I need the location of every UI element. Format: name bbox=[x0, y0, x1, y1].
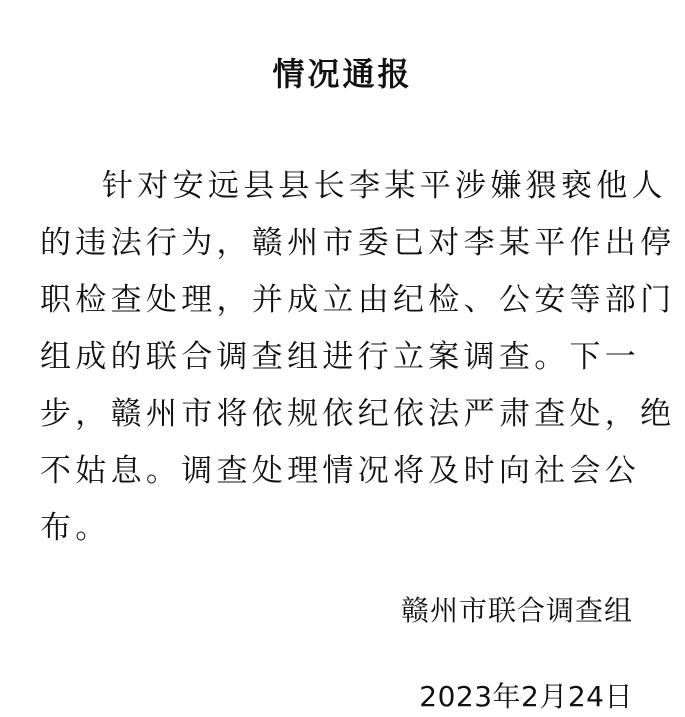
signature-date: 2023年2月24日 bbox=[419, 680, 633, 713]
signature-organization: 赣州市联合调查组 bbox=[400, 594, 633, 627]
body-line: 不姑息。调查处理情况将及时向社会公 bbox=[40, 453, 641, 489]
body-line: 组成的联合调查组进行立案调查。下一 bbox=[40, 339, 641, 375]
body-line: 针对安远县县长李某平涉嫌猥亵他人 bbox=[102, 168, 667, 204]
body-line: 的违法行为，赣州市委已对李某平作出停 bbox=[40, 225, 676, 261]
body-line: 布。 bbox=[40, 510, 111, 546]
body-line: 职检查处理，并成立由纪检、公安等部门 bbox=[40, 282, 676, 318]
body-line: 步，赣州市将依规依纪依法严肃查处，绝 bbox=[40, 396, 676, 432]
notice-title: 情况通报 bbox=[272, 55, 413, 93]
